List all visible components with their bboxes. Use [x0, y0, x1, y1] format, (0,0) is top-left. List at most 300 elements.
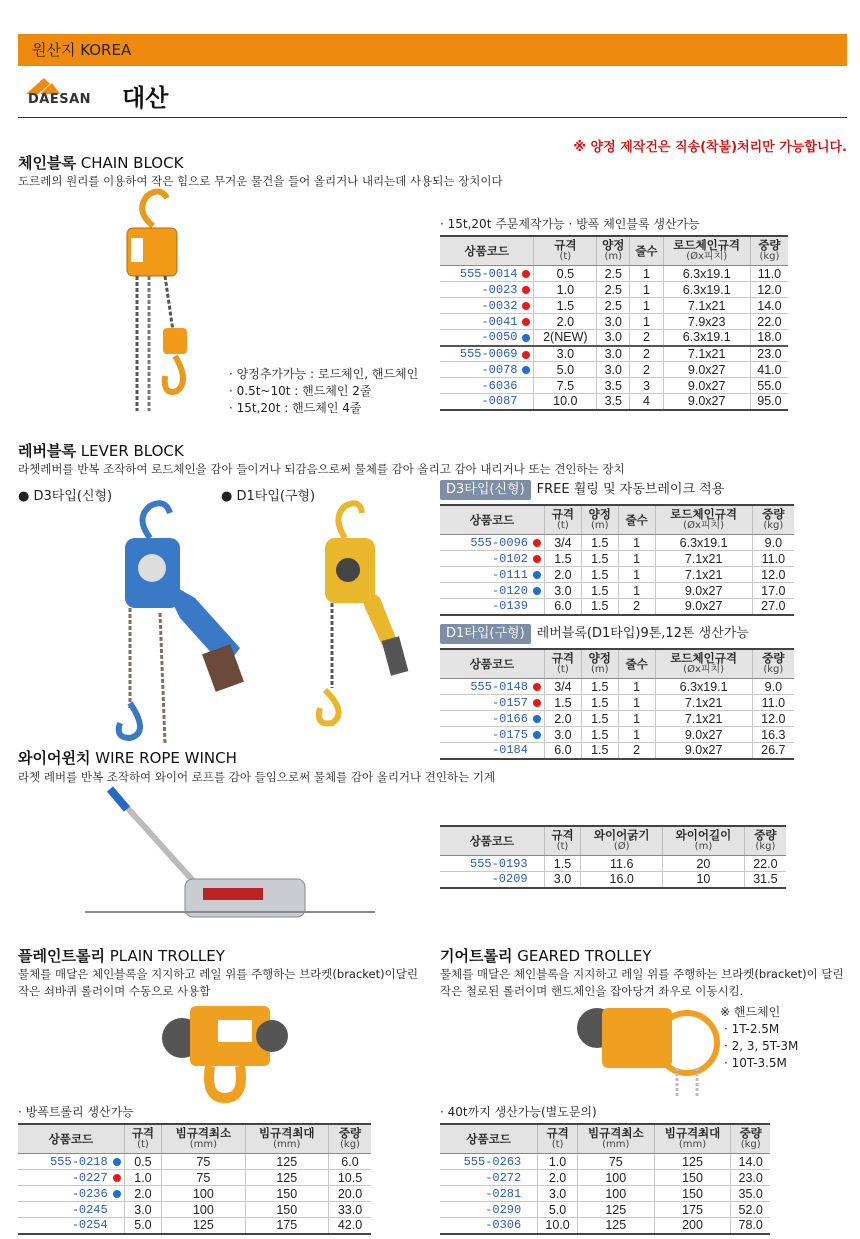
- table-cell: 1.0: [538, 1154, 578, 1170]
- table-cell: 7.1x21: [655, 567, 752, 583]
- lever-block-desc: 라쳇레버를 반복 조작하여 로드체인을 감아 들이거나 되감음으로써 물체를 감아 올리고 감아 내리거나 또는 견인하는 장치: [18, 462, 625, 476]
- table-cell: 14.0: [731, 1154, 770, 1170]
- blue-dot-icon: [522, 334, 530, 342]
- col-beam-max: 빔규격최대 (mm): [245, 1124, 328, 1154]
- table-cell: 9.0x27: [663, 394, 750, 410]
- table-cell: 3/4: [544, 679, 581, 695]
- col-beam-min: 빔규격최소 (mm): [577, 1124, 654, 1154]
- table-cell: 2.5: [597, 282, 630, 298]
- table-cell: 1: [618, 583, 655, 599]
- table-cell: 75: [162, 1170, 245, 1186]
- col-spec: 규격 (t): [124, 1124, 161, 1154]
- table-cell: 10: [663, 872, 745, 888]
- note-line: · 10T-3.5M: [724, 1056, 787, 1070]
- table-row: [440, 330, 788, 346]
- col-weight: 중량 (kg): [752, 505, 794, 535]
- product-code: -0032: [440, 298, 534, 314]
- note-line: · 1T-2.5M: [724, 1022, 780, 1036]
- col-falls: 줄수: [630, 236, 663, 266]
- table-cell: 1.5: [544, 856, 581, 872]
- col-spec: 규격 (t): [538, 1124, 578, 1154]
- red-dot-icon: [522, 302, 530, 310]
- origin-bar: [18, 34, 847, 66]
- table-cell: 11.0: [750, 266, 788, 282]
- chain-block-table: [440, 235, 788, 411]
- table-cell: 2: [630, 346, 663, 362]
- table-cell: 75: [577, 1154, 654, 1170]
- col-beam-max: 빔규격최대 (mm): [654, 1124, 731, 1154]
- geared-trolley-note: · 40t까지 생산가능(별도문의): [440, 1105, 597, 1119]
- red-dot-icon: [113, 1174, 121, 1182]
- table-cell: 1.0: [124, 1170, 161, 1186]
- table-cell: 100: [577, 1170, 654, 1186]
- col-code: 상품코드: [440, 1124, 538, 1154]
- table-cell: 1.5: [581, 535, 618, 551]
- table-cell: 7.1x21: [663, 298, 750, 314]
- table-cell: 9.0x27: [655, 599, 752, 615]
- col-lift: 양정 (m): [581, 649, 618, 679]
- table-cell: 1: [618, 535, 655, 551]
- table-cell: 3.0: [124, 1202, 161, 1218]
- table-cell: 2.0: [124, 1186, 161, 1202]
- note-line: · 양정추가가능 : 로드체인, 핸드체인: [229, 367, 419, 381]
- product-code: 555-0263: [440, 1154, 538, 1170]
- table-row: [440, 872, 786, 888]
- product-code: -0227: [18, 1170, 124, 1186]
- table-row: [440, 394, 788, 410]
- table-cell: 9.0x27: [663, 362, 750, 378]
- lever-block-d3-image: [100, 498, 260, 748]
- table-row: [18, 1202, 371, 1218]
- product-code: -0166: [440, 711, 544, 727]
- table-cell: 1.5: [581, 727, 618, 743]
- table-cell: 1: [630, 314, 663, 330]
- table-row: [440, 856, 786, 872]
- table-cell: 11.6: [581, 856, 663, 872]
- product-code: 555-0148: [440, 679, 544, 695]
- lever-d1-table: [440, 648, 794, 760]
- table-cell: 125: [577, 1218, 654, 1234]
- product-code: 555-0193: [440, 856, 544, 872]
- red-dot-icon: [522, 286, 530, 294]
- product-code: -0078: [440, 362, 534, 378]
- product-code: -0102: [440, 551, 544, 567]
- table-cell: 3.0: [597, 314, 630, 330]
- table-cell: 95.0: [750, 394, 788, 410]
- table-cell: 2: [630, 362, 663, 378]
- label-d1: ● D1타입(구형): [221, 489, 316, 504]
- title-kr: 와이어윈치: [18, 749, 91, 767]
- winch-desc: 라쳇 레버를 반복 조작하여 와이어 로프를 감아 들임으로써 물체를 감아 올리거나 견인하는 기계: [18, 770, 496, 784]
- title-en: LEVER BLOCK: [80, 442, 184, 460]
- table-cell: 1.5: [581, 743, 618, 759]
- table-cell: 9.0x27: [655, 727, 752, 743]
- table-row: [440, 1202, 770, 1218]
- col-falls: 줄수: [618, 649, 655, 679]
- table-row: [440, 362, 788, 378]
- table-cell: 1: [618, 695, 655, 711]
- table-cell: 3.0: [544, 583, 581, 599]
- col-weight: 중량 (kg): [752, 649, 794, 679]
- product-code: -0111: [440, 567, 544, 583]
- title-kr: 기어트롤리: [440, 947, 513, 965]
- table-cell: 9.0: [752, 679, 794, 695]
- table-row: [440, 378, 788, 394]
- table-cell: 26.7: [752, 743, 794, 759]
- table-cell: 1.5: [581, 551, 618, 567]
- table-cell: 2.0: [544, 567, 581, 583]
- table-cell: 2.5: [597, 298, 630, 314]
- col-lift: 양정 (m): [597, 236, 630, 266]
- winch-image: [85, 784, 375, 929]
- table-cell: 31.5: [744, 872, 786, 888]
- table-cell: 6.3x19.1: [655, 535, 752, 551]
- table-cell: 100: [162, 1186, 245, 1202]
- product-code: -0139: [440, 599, 544, 615]
- table-cell: 9.0: [752, 535, 794, 551]
- col-chain: 로드체인규격 (Øx피치): [655, 505, 752, 535]
- geared-trolley-desc-1: 물체를 매달은 체인블록을 지지하고 레일 위를 주행하는 브라켓(bracket)이 달린: [440, 967, 844, 981]
- col-code: 상품코드: [440, 505, 544, 535]
- table-cell: 3.0: [597, 346, 630, 362]
- col-weight: 중량 (kg): [731, 1124, 770, 1154]
- table-cell: 7.1x21: [655, 711, 752, 727]
- table-row: [440, 314, 788, 330]
- table-row: [18, 1170, 371, 1186]
- table-row: [440, 346, 788, 362]
- table-cell: 42.0: [328, 1218, 371, 1234]
- table-cell: 22.0: [750, 314, 788, 330]
- table-cell: 16.0: [581, 872, 663, 888]
- table-row: [440, 1154, 770, 1170]
- product-code: -0209: [440, 872, 544, 888]
- title-kr: 플레인트롤리: [18, 947, 105, 965]
- table-cell: 150: [245, 1202, 328, 1218]
- table-cell: 23.0: [750, 346, 788, 362]
- table-cell: 9.0x27: [655, 583, 752, 599]
- table-row: [440, 1170, 770, 1186]
- product-code: -0272: [440, 1170, 538, 1186]
- table-cell: 1: [630, 282, 663, 298]
- table-cell: 1: [630, 266, 663, 282]
- table-cell: 23.0: [731, 1170, 770, 1186]
- plain-trolley-note: · 방폭트롤리 생산가능: [18, 1105, 134, 1119]
- table-cell: 1.5: [581, 695, 618, 711]
- d3-tag: D3타입(신형): [440, 480, 531, 500]
- table-cell: 10.0: [538, 1218, 578, 1234]
- table-cell: 4: [630, 394, 663, 410]
- winch-table: [440, 825, 786, 889]
- d1-tag-row: [440, 624, 749, 644]
- note-line: ※ 핸드체인: [720, 1005, 781, 1019]
- chain-block-desc: 도르레의 원리를 이용하여 작은 힘으로 무거운 물건을 들어 올리거나 내리는데 사용되는 장치이다: [18, 174, 503, 188]
- table-cell: 3.0: [597, 362, 630, 378]
- blue-dot-icon: [113, 1158, 121, 1166]
- table-row: [440, 599, 794, 615]
- lever-block-title: [18, 440, 184, 461]
- table-cell: 6.0: [544, 599, 581, 615]
- table-cell: 3.5: [597, 378, 630, 394]
- table-cell: 2.5: [597, 266, 630, 282]
- table-row: [440, 743, 794, 759]
- col-wire-len: 와이어길이 (m): [663, 826, 745, 856]
- note-line: · 15t,20t : 핸드체인 4줄: [229, 401, 362, 415]
- blue-dot-icon: [113, 1190, 121, 1198]
- blue-dot-icon: [533, 731, 541, 739]
- title-en: WIRE ROPE WINCH: [95, 749, 237, 767]
- table-cell: 55.0: [750, 378, 788, 394]
- chain-table-note: · 15t,20t 주문제작가능 · 방폭 체인블록 생산가능: [440, 217, 700, 231]
- col-beam-min: 빔규격최소 (mm): [162, 1124, 245, 1154]
- table-cell: 7.5: [534, 378, 597, 394]
- title-kr: 레버블록: [18, 442, 76, 460]
- col-spec: 규격 (t): [534, 236, 597, 266]
- red-dot-icon: [522, 351, 530, 359]
- table-cell: 6.0: [544, 743, 581, 759]
- plain-trolley-table: [18, 1123, 371, 1235]
- col-code: 상품코드: [440, 649, 544, 679]
- product-code: -0050: [440, 330, 534, 346]
- plain-trolley-desc-1: 물체를 매달은 체인블록을 지지하고 레일 위를 주행하는 브라켓(bracket)이달린: [18, 967, 418, 981]
- table-cell: 200: [654, 1218, 731, 1234]
- table-cell: 175: [654, 1202, 731, 1218]
- table-cell: 2.0: [534, 314, 597, 330]
- chain-block-image: [115, 186, 205, 416]
- product-code: 555-0014: [440, 266, 534, 282]
- table-cell: 1.0: [534, 282, 597, 298]
- table-cell: 7.1x21: [655, 551, 752, 567]
- geared-trolley-notes: [720, 1004, 798, 1072]
- chain-block-title: [18, 152, 183, 173]
- product-code: -0184: [440, 743, 544, 759]
- red-dot-icon: [533, 555, 541, 563]
- table-cell: 7.9x23: [663, 314, 750, 330]
- table-cell: 2: [630, 330, 663, 346]
- plain-trolley-desc-2: 작은 쇠바퀴 롤러이며 수동으로 사용함: [18, 984, 211, 998]
- product-code: -0236: [18, 1186, 124, 1202]
- table-cell: 1.5: [581, 711, 618, 727]
- table-cell: 3/4: [544, 535, 581, 551]
- table-cell: 2.0: [544, 711, 581, 727]
- red-dot-icon: [522, 318, 530, 326]
- table-cell: 52.0: [731, 1202, 770, 1218]
- product-code: -0120: [440, 583, 544, 599]
- table-cell: 1: [618, 711, 655, 727]
- table-cell: 1.5: [534, 298, 597, 314]
- title-en: GEARED TROLLEY: [517, 947, 652, 965]
- table-row: [440, 1218, 770, 1234]
- col-falls: 줄수: [618, 505, 655, 535]
- table-cell: 9.0x27: [663, 378, 750, 394]
- table-cell: 22.0: [744, 856, 786, 872]
- blue-dot-icon: [522, 366, 530, 374]
- col-spec: 규격 (t): [544, 826, 581, 856]
- table-cell: 175: [245, 1218, 328, 1234]
- table-cell: 100: [162, 1202, 245, 1218]
- table-cell: 16.3: [752, 727, 794, 743]
- table-cell: 125: [245, 1170, 328, 1186]
- table-cell: 1.5: [581, 583, 618, 599]
- product-code: -0245: [18, 1202, 124, 1218]
- table-cell: 7.1x21: [663, 346, 750, 362]
- table-cell: 1: [618, 679, 655, 695]
- table-row: [440, 727, 794, 743]
- red-dot-icon: [522, 270, 530, 278]
- table-row: [440, 679, 794, 695]
- table-cell: 2: [618, 743, 655, 759]
- product-code: -0041: [440, 314, 534, 330]
- table-cell: 18.0: [750, 330, 788, 346]
- d3-tag-row: [440, 480, 724, 500]
- table-row: [440, 567, 794, 583]
- table-row: [18, 1186, 371, 1202]
- col-weight: 중량 (kg): [328, 1124, 371, 1154]
- col-chain: 로드체인규격 (Øx피치): [655, 649, 752, 679]
- col-lift: 양정 (m): [581, 505, 618, 535]
- table-cell: 20: [663, 856, 745, 872]
- brand-title: 대산: [122, 84, 169, 112]
- product-code: -0175: [440, 727, 544, 743]
- table-cell: 33.0: [328, 1202, 371, 1218]
- table-cell: 3: [630, 378, 663, 394]
- table-cell: 3.5: [597, 394, 630, 410]
- table-cell: 11.0: [752, 695, 794, 711]
- col-spec: 규격 (t): [544, 505, 581, 535]
- table-cell: 6.3x19.1: [663, 266, 750, 282]
- note-line: · 2, 3, 5T-3M: [724, 1039, 799, 1053]
- lever-block-d1-image: [300, 498, 410, 738]
- table-cell: 6.3x19.1: [655, 679, 752, 695]
- table-cell: 5.0: [124, 1218, 161, 1234]
- table-cell: 5.0: [534, 362, 597, 378]
- table-cell: 78.0: [731, 1218, 770, 1234]
- geared-trolley-title: [440, 945, 652, 966]
- table-cell: 12.0: [752, 711, 794, 727]
- product-code: 555-0218: [18, 1154, 124, 1170]
- table-cell: 75: [162, 1154, 245, 1170]
- title-en: PLAIN TROLLEY: [109, 947, 225, 965]
- geared-trolley-desc-2: 작은 철로된 롤러이며 핸드체인을 잡아당겨 좌우로 이동시킴.: [440, 984, 744, 998]
- table-cell: 1.5: [581, 567, 618, 583]
- table-cell: 1: [618, 727, 655, 743]
- table-row: [440, 551, 794, 567]
- title-en: CHAIN BLOCK: [80, 154, 184, 172]
- table-cell: 7.1x21: [655, 695, 752, 711]
- table-cell: 1.5: [581, 679, 618, 695]
- chain-notes: [229, 366, 418, 417]
- table-cell: 10.0: [534, 394, 597, 410]
- table-cell: 2.0: [538, 1170, 578, 1186]
- d1-tag: D1타입(구형): [440, 624, 531, 644]
- table-cell: 35.0: [731, 1186, 770, 1202]
- table-cell: 1: [618, 551, 655, 567]
- product-code: 555-0096: [440, 535, 544, 551]
- d1-note: 레버블록(D1타입)9톤,12톤 생산가능: [536, 626, 749, 641]
- product-code: 555-0069: [440, 346, 534, 362]
- logo-text: DAESAN: [28, 92, 92, 107]
- d3-note: FREE 휠링 및 자동브레이크 적용: [536, 482, 725, 497]
- note-line: · 0.5t~10t : 핸드체인 2줄: [229, 384, 372, 398]
- table-row: [440, 583, 794, 599]
- col-weight: 중량 (kg): [750, 236, 788, 266]
- product-code: -0023: [440, 282, 534, 298]
- table-row: [440, 711, 794, 727]
- table-cell: 3.0: [544, 727, 581, 743]
- red-dot-icon: [533, 699, 541, 707]
- blue-dot-icon: [533, 571, 541, 579]
- table-cell: 2: [618, 599, 655, 615]
- table-cell: 125: [245, 1154, 328, 1170]
- table-cell: 150: [654, 1186, 731, 1202]
- table-cell: 41.0: [750, 362, 788, 378]
- table-cell: 0.5: [124, 1154, 161, 1170]
- table-cell: 125: [577, 1202, 654, 1218]
- table-cell: 150: [654, 1170, 731, 1186]
- table-cell: 10.5: [328, 1170, 371, 1186]
- table-cell: 11.0: [752, 551, 794, 567]
- table-row: [440, 535, 794, 551]
- table-cell: 1.5: [544, 551, 581, 567]
- col-code: 상품코드: [440, 236, 534, 266]
- col-code: 상품코드: [440, 826, 544, 856]
- product-code: -0087: [440, 394, 534, 410]
- plain-trolley-title: [18, 945, 225, 966]
- table-cell: 100: [577, 1186, 654, 1202]
- table-row: [440, 695, 794, 711]
- table-cell: 6.0: [328, 1154, 371, 1170]
- table-cell: 1.5: [581, 599, 618, 615]
- table-cell: 1.5: [544, 695, 581, 711]
- product-code: -6036: [440, 378, 534, 394]
- table-cell: 12.0: [750, 282, 788, 298]
- product-code: -0281: [440, 1186, 538, 1202]
- table-cell: 3.0: [544, 872, 581, 888]
- table-cell: 2(NEW): [534, 330, 597, 346]
- table-cell: 125: [162, 1218, 245, 1234]
- col-chain: 로드체인규격 (Øx피치): [663, 236, 750, 266]
- brand-header: [18, 72, 847, 118]
- title-kr: 체인블록: [18, 154, 76, 172]
- table-cell: 1: [618, 567, 655, 583]
- table-cell: 6.3x19.1: [663, 330, 750, 346]
- product-code: -0306: [440, 1218, 538, 1234]
- red-dot-icon: [533, 683, 541, 691]
- table-row: [18, 1218, 371, 1234]
- table-cell: 20.0: [328, 1186, 371, 1202]
- product-code: -0157: [440, 695, 544, 711]
- col-weight: 중량 (kg): [744, 826, 786, 856]
- col-code: 상품코드: [18, 1124, 124, 1154]
- table-row: [440, 298, 788, 314]
- table-cell: 12.0: [752, 567, 794, 583]
- blue-dot-icon: [533, 715, 541, 723]
- geared-trolley-image: [572, 998, 722, 1098]
- table-row: [440, 282, 788, 298]
- table-cell: 150: [245, 1186, 328, 1202]
- col-spec: 규격 (t): [544, 649, 581, 679]
- table-cell: 9.0x27: [655, 743, 752, 759]
- blue-dot-icon: [533, 587, 541, 595]
- table-cell: 5.0: [538, 1202, 578, 1218]
- product-code: -0254: [18, 1218, 124, 1234]
- notice-text: ※ 양정 제작건은 직송(착불)처리만 가능합니다.: [573, 140, 847, 155]
- table-cell: 14.0: [750, 298, 788, 314]
- plain-trolley-image: [160, 998, 290, 1106]
- col-wire-dia: 와이어굵기 (Ø): [581, 826, 663, 856]
- red-dot-icon: [533, 539, 541, 547]
- product-code: -0290: [440, 1202, 538, 1218]
- table-cell: 3.0: [538, 1186, 578, 1202]
